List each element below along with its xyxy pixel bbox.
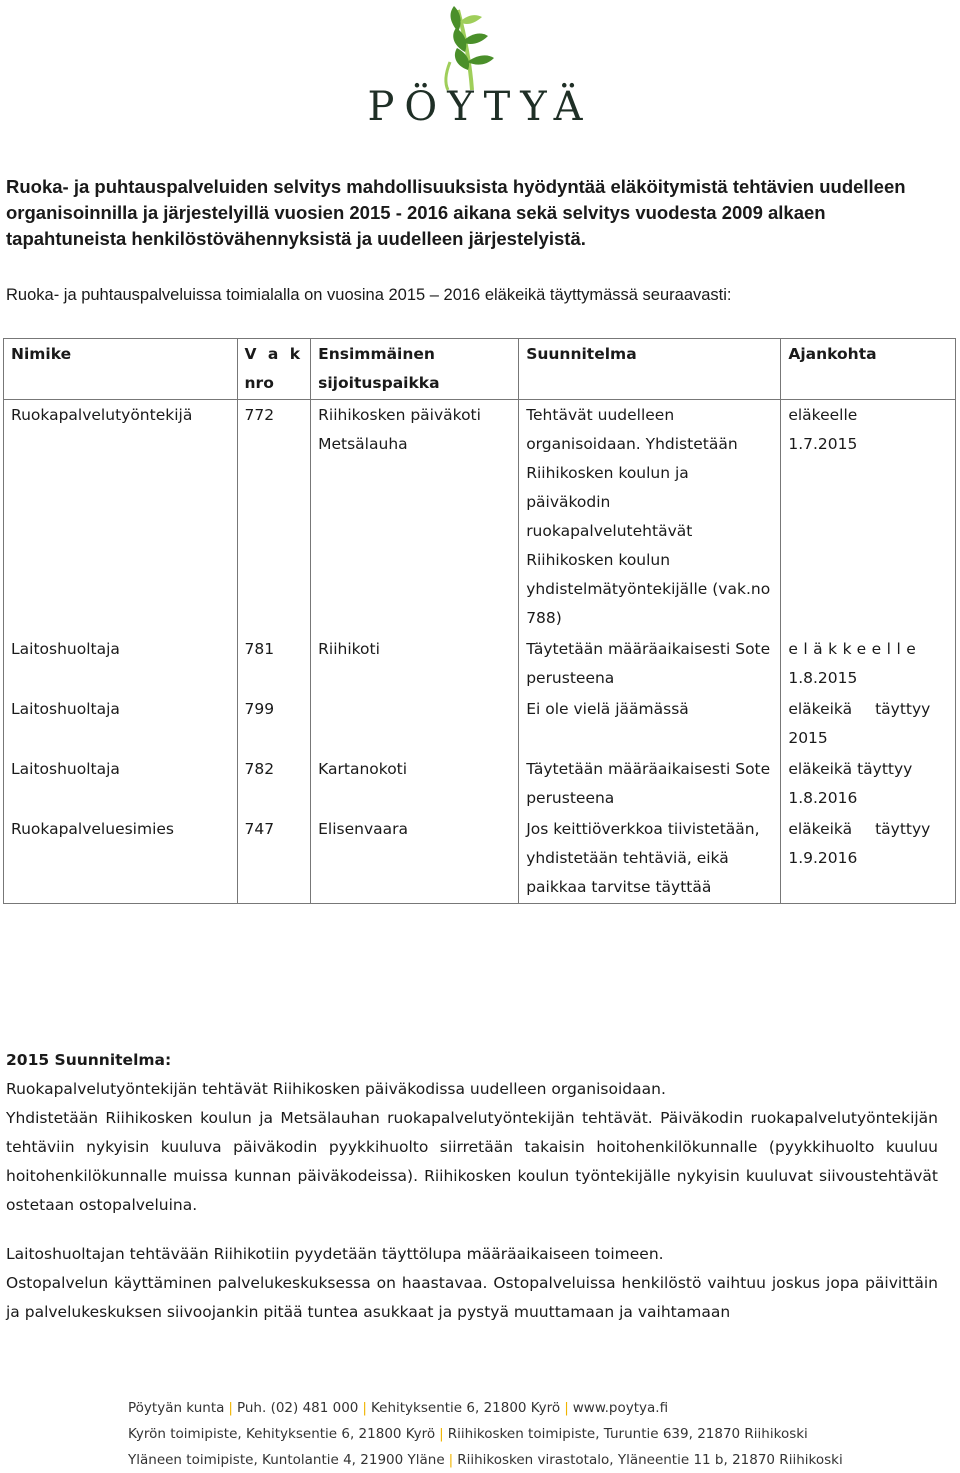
footer-line <box>128 1395 948 1421</box>
cell-ajankohta <box>781 400 956 635</box>
cell-ajankohta-line: 1.9.2016 <box>788 849 858 867</box>
cell-ajankohta <box>781 754 956 814</box>
table-row <box>4 694 956 754</box>
footer-municipality: Pöytyän kunta <box>128 1400 225 1416</box>
footer-separator: | <box>362 1400 367 1416</box>
table-row <box>4 814 956 904</box>
grain-stalk-icon <box>410 2 550 92</box>
plan-heading: 2015 Suunnitelma: <box>6 1051 172 1069</box>
cell-ajankohta-line: 1.8.2016 <box>788 789 858 807</box>
cell-paikka <box>311 400 519 635</box>
header-suunnitelma: Suunnitelma <box>519 339 781 400</box>
table-header-row <box>4 339 956 400</box>
footer-separator: | <box>564 1400 569 1416</box>
cell-ajankohta-line: eläkeelle <box>788 406 858 424</box>
header-vak-line1: V a k <box>244 345 304 363</box>
footer-line <box>128 1447 948 1473</box>
cell-paikka <box>311 814 519 904</box>
cell-vak: 799 <box>237 694 311 754</box>
footer-address: Kehityksentie 6, 21800 Kyrö <box>370 1400 561 1416</box>
cell-suunnitelma: Jos keittiöverkkoa tiivistetään, yhdistetään tehtäviä, eikä paikkaa tarvitse täyttää <box>519 814 781 904</box>
cell-paikka-line: Metsälauha <box>318 435 408 453</box>
cell-ajankohta <box>781 694 956 754</box>
header-paikka-line1: Ensimmäinen <box>318 345 435 363</box>
retirement-table <box>3 338 956 904</box>
cell-ajankohta-line: eläkkeelle <box>788 640 922 658</box>
cell-suunnitelma: Täytetään määräaikaisesti Sote perusteena <box>519 754 781 814</box>
cell-ajankohta-line: 2015 <box>788 729 828 747</box>
header-paikka <box>311 339 519 400</box>
header-nimike: Nimike <box>4 339 238 400</box>
footer-office: Kyrön toimipiste, Kehityksentie 6, 21800 Kyrö <box>128 1426 436 1442</box>
cell-ajankohta <box>781 814 956 904</box>
footer-website-link[interactable]: www.poytya.fi <box>572 1400 669 1416</box>
cell-paikka-line: Riihikoti <box>318 640 380 658</box>
cell-paikka <box>311 634 519 694</box>
cell-vak: 772 <box>237 400 311 635</box>
table-row <box>4 634 956 694</box>
cell-suunnitelma: Ei ole vielä jäämässä <box>519 694 781 754</box>
cell-nimike: Laitoshuoltaja <box>4 634 238 694</box>
cell-suunnitelma: Tehtävät uudelleen organisoidaan. Yhdistetään Riihikosken koulun ja päiväkodin ruokapalvelutehtävät Riihikosken koulun yhdistelmätyöntekijälle (vak.no 788) <box>519 400 781 635</box>
plan-paragraph: Laitoshuoltajan tehtävään Riihikotiin pyydetään täyttölupa määräaikaiseen toimeen. <box>6 1245 664 1263</box>
table-row <box>4 400 956 635</box>
cell-ajankohta-line: 1.8.2015 <box>788 669 858 687</box>
cell-nimike: Ruokapalveluesimies <box>4 814 238 904</box>
footer-separator: | <box>448 1452 454 1468</box>
cell-paikka-line: Elisenvaara <box>318 820 409 838</box>
cell-vak: 781 <box>237 634 311 694</box>
header-vak-line2: nro <box>244 374 274 392</box>
footer-office: Riihikosken virastotalo, Yläneentie 11 b, 21870 Riihikoski <box>457 1452 843 1468</box>
footer-separator: | <box>439 1426 444 1442</box>
cell-suunnitelma: Täytetään määräaikaisesti Sote perusteena <box>519 634 781 694</box>
plan-paragraph: Ostopalvelun käyttäminen palvelukeskuksessa on haastavaa. Ostopalveluissa henkilöstö vaihtuu joskus jopa päivittäin ja palvelukeskuksen siivoojankin pitää tuntea asukkaat ja pystyä muuttamaan ja vaihtamaan <box>6 1274 938 1321</box>
plan-paragraph: Ruokapalvelutyöntekijän tehtävät Riihikosken päiväkodissa uudelleen organisoidaan. <box>6 1080 666 1098</box>
cell-paikka <box>311 694 519 754</box>
cell-nimike: Laitoshuoltaja <box>4 754 238 814</box>
brand-wordmark: PÖYTYÄ <box>367 84 593 130</box>
cell-ajankohta-line: 1.7.2015 <box>788 435 858 453</box>
intro-text: Ruoka- ja puhtauspalveluissa toimialalla on vuosina 2015 – 2016 eläkeikä täyttymässä seuraavasti: <box>6 286 732 304</box>
cell-nimike: Ruokapalvelutyöntekijä <box>4 400 238 635</box>
footer <box>128 1395 948 1473</box>
plan-paragraph: Yhdistetään Riihikosken koulun ja Metsälauhan ruokapalvelutyöntekijän tehtävät. Päiväkodin ruokapalvelutyöntekijän tehtäviin nykyisin kuuluva päiväkodin pyykkihuolto siirretään takaisin hoitohenkilökunnalle (pyykkihuolto kuuluu hoitohenkilökunnalle muissa kunnan päiväkodeissa). Riihikosken koulun työntekijälle nykyisin kuuluvat siivoustehtävät ostetaan ostopalveluina. <box>6 1109 938 1214</box>
cell-ajankohta <box>781 634 956 694</box>
footer-office: Yläneen toimipiste, Kuntolantie 4, 21900 Yläne <box>128 1452 445 1468</box>
cell-vak: 747 <box>237 814 311 904</box>
cell-nimike: Laitoshuoltaja <box>4 694 238 754</box>
cell-paikka <box>311 754 519 814</box>
cell-ajankohta-line: eläkeikä täyttyy <box>788 760 913 778</box>
cell-vak: 782 <box>237 754 311 814</box>
header-vak <box>237 339 311 400</box>
header-paikka-line2: sijoituspaikka <box>318 374 440 392</box>
document-title: Ruoka- ja puhtauspalveluiden selvitys mahdollisuuksista hyödyntää eläköitymistä tehtävien uudelleen organisoinnilla ja järjestelyillä vuosien 2015 - 2016 aikana sekä selvitys vuodesta 2009 alkaen tapahtuneista henkilöstövähennyksistä ja uudelleen järjestelyistä. <box>6 176 906 249</box>
footer-office: Riihikosken toimipiste, Turuntie 639, 21870 Riihikoski <box>447 1426 808 1442</box>
cell-paikka-line: Kartanokoti <box>318 760 408 778</box>
footer-separator: | <box>228 1400 233 1416</box>
plan-section <box>6 1046 938 1327</box>
cell-paikka-line: Riihikosken päiväkoti <box>318 406 481 424</box>
paragraph-gap <box>6 1220 938 1240</box>
footer-phone: Puh. (02) 481 000 <box>236 1400 359 1416</box>
header-ajankohta: Ajankohta <box>781 339 956 400</box>
cell-ajankohta-line: eläkeikä täyttyy <box>788 700 931 718</box>
table-row <box>4 754 956 814</box>
logo <box>0 0 960 140</box>
cell-ajankohta-line: eläkeikä täyttyy <box>788 820 931 838</box>
footer-line <box>128 1421 948 1447</box>
